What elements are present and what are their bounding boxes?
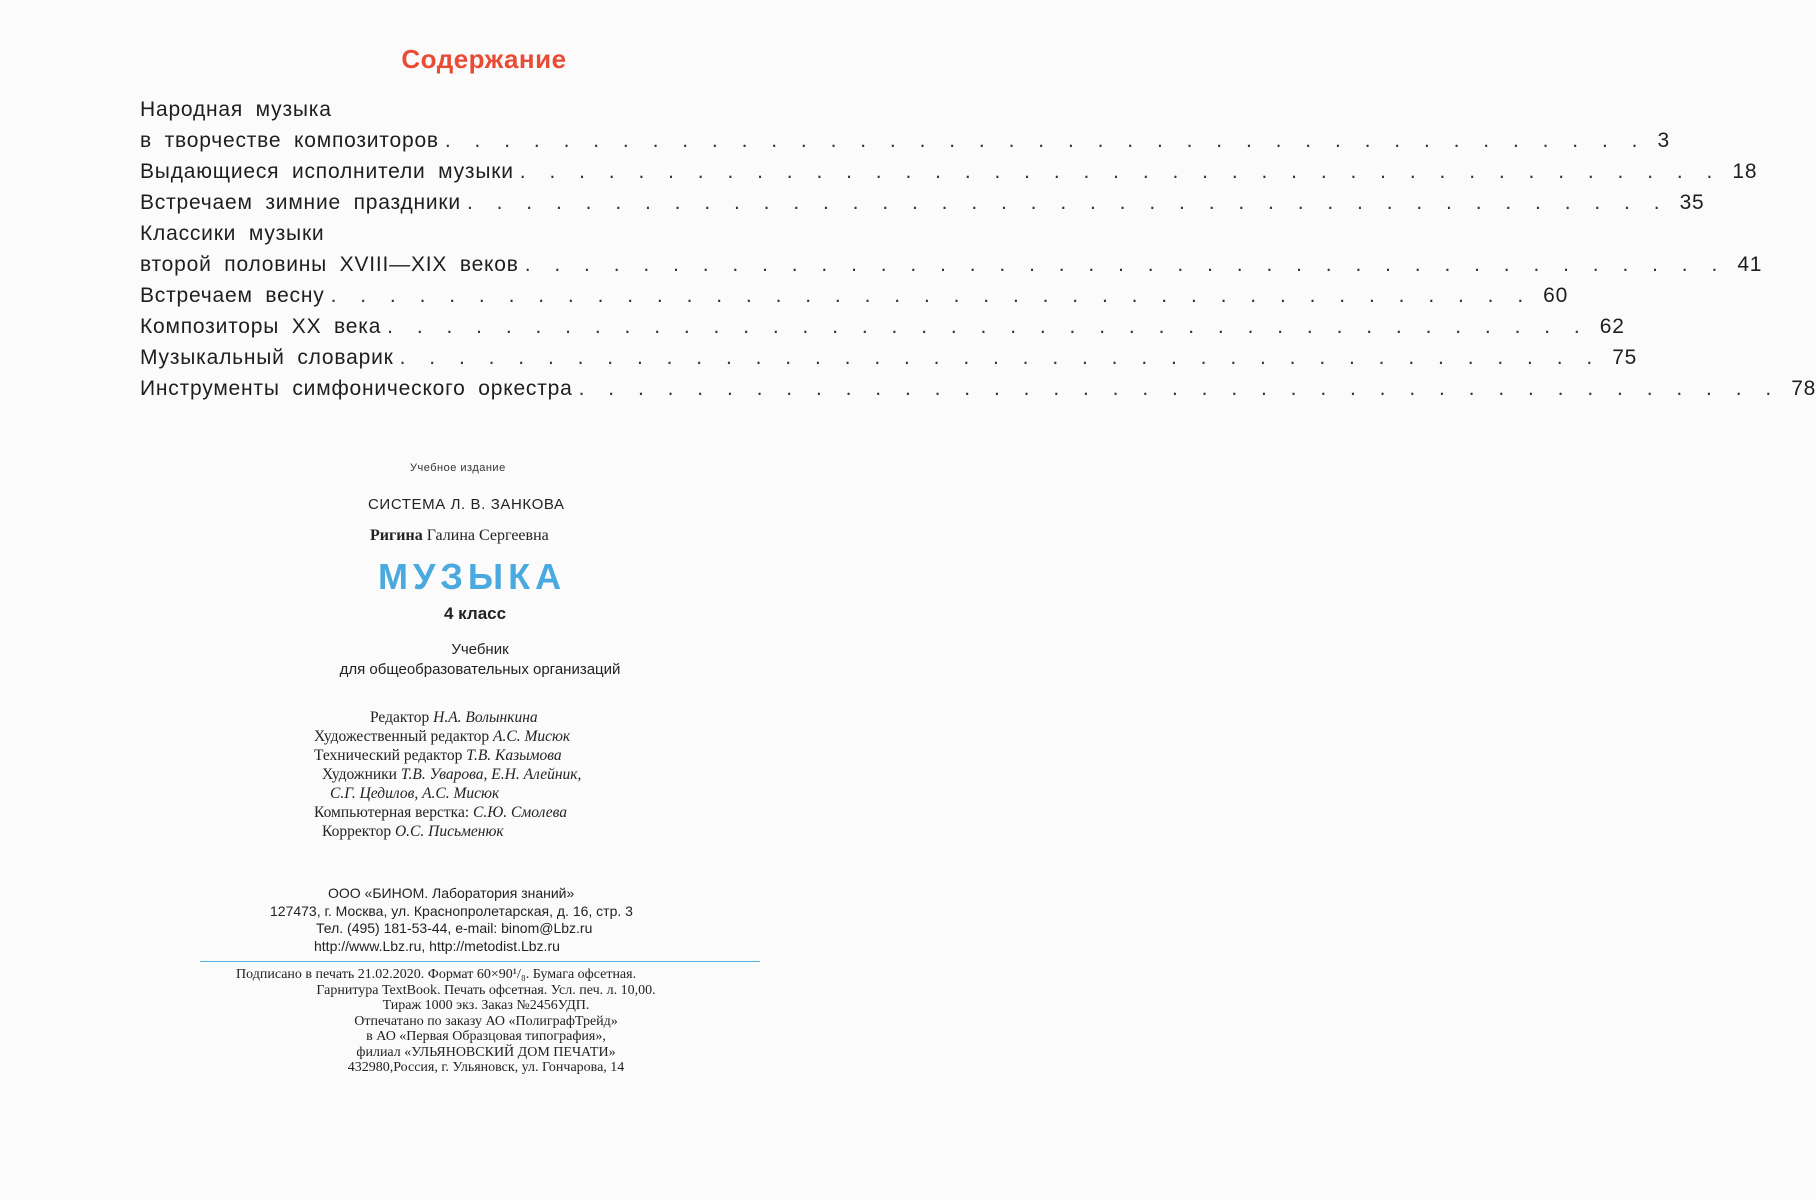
credit-line xyxy=(314,765,714,784)
edition-type: Учебное издание xyxy=(410,462,506,474)
credit-names: А.С. Мисюк xyxy=(493,728,571,745)
toc-entry-first-line xyxy=(140,222,830,253)
toc-entry-line xyxy=(140,377,1816,408)
toc-entry-line xyxy=(140,191,1705,222)
print-info-line: филиал «УЛЬЯНОВСКИЙ ДОМ ПЕЧАТИ» xyxy=(356,1044,616,1060)
toc-entry-title-part: Народная музыка xyxy=(140,98,332,121)
toc-entry-title: Музыкальный словарик xyxy=(140,346,394,369)
toc-page-number: 18 xyxy=(1732,160,1758,183)
print-info-line: Гарнитура TextBook. Печать офсетная. Усл. печ. л. 10,00. xyxy=(316,982,656,998)
toc-entry-title: Встречаем зимние праздники xyxy=(140,191,461,214)
publisher-contacts[interactable]: Тел. (495) 181-53-44, e-mail: binom@Lbz.ru xyxy=(316,920,593,936)
grade-label: 4 класс xyxy=(444,604,507,623)
toc-entry-line xyxy=(140,315,1625,346)
toc-page-number: 75 xyxy=(1612,346,1638,369)
credit-names: Т.В. Казымова xyxy=(466,747,562,764)
publisher-address: 127473, г. Москва, ул. Краснопролетарская, д. 16, стр. 3 xyxy=(270,902,633,919)
publisher-block xyxy=(270,885,730,955)
toc-title: Содержание xyxy=(401,44,567,74)
print-info-line: 432980,Россия, г. Ульяновск, ул. Гончарова, 14 xyxy=(347,1060,625,1075)
print-info-line: Отпечатано по заказу АО «ПолиграфТрейд» xyxy=(354,1013,618,1029)
credit-names: С.Ю. Смолева xyxy=(473,804,567,821)
toc-entry-line xyxy=(140,346,1638,377)
credit-names: Т.В. Уварова, Е.Н. Алейник, xyxy=(400,766,582,783)
credit-role: Художники xyxy=(322,766,397,783)
credit-role: Технический редактор xyxy=(314,747,463,764)
toc-entry-title: второй половины XVIII—XIX веков xyxy=(140,253,519,276)
toc-entry[interactable] xyxy=(140,191,1705,222)
credit-names: Н.А. Волынкина xyxy=(433,709,538,726)
credit-role: Редактор xyxy=(370,709,430,726)
series-name: СИСТЕМА Л. В. ЗАНКОВА xyxy=(368,496,565,513)
toc-entry[interactable] xyxy=(140,377,1816,408)
toc-entry-line xyxy=(140,253,1763,284)
dot-leader: . . . . . . . . . . . . . . . . . . . . . . . . . . . . . . . . . . . . . . . . . xyxy=(519,160,1719,183)
toc-entry[interactable] xyxy=(140,315,1625,346)
table-of-contents xyxy=(140,98,1816,408)
dot-leader: . . . . . . . . . . . . . . . . . . . . . . . . . . . . . . . . . . . . . . . . . xyxy=(524,253,1724,276)
print-info-line: Подписано в печать 21.02.2020. Формат 60×90¹/₈. Бумага офсетная. xyxy=(236,967,637,982)
toc-entry-title: Композиторы XX века xyxy=(140,315,382,338)
publisher-websites[interactable]: http://www.Lbz.ru, http://metodist.Lbz.ru xyxy=(314,937,560,954)
toc-entry-first-line xyxy=(140,98,830,129)
divider-line xyxy=(200,961,760,962)
credit-role: Художественный редактор xyxy=(314,728,490,745)
author xyxy=(370,527,549,545)
toc-entry[interactable] xyxy=(140,160,1758,191)
dot-leader: . . . . . . . . . . . . . . . . . . . . . . . . . . . . . . . . . . . . . . . . . xyxy=(387,315,1586,338)
toc-entry-title: Инструменты симфонического оркестра xyxy=(140,377,573,400)
toc-entry-title: Встречаем весну xyxy=(140,284,325,307)
dot-leader: . . . . . . . . . . . . . . . . . . . . . . . . . . . . . . . . . . . . . . . . . xyxy=(330,284,1530,307)
credit-line xyxy=(314,727,714,746)
book-type-line: для общеобразовательных организаций xyxy=(339,661,621,678)
book-title: МУЗЫКА xyxy=(378,556,567,597)
toc-entry-line xyxy=(140,284,1569,315)
print-info-block xyxy=(236,967,736,1076)
toc-entry-title-part: Классики музыки xyxy=(140,222,325,245)
credits-block xyxy=(314,708,714,841)
credit-role: Компьютерная верстка: xyxy=(314,804,470,821)
credit-names: О.С. Письменюк xyxy=(394,823,504,840)
toc-entry[interactable] xyxy=(140,98,1670,160)
toc-entry[interactable] xyxy=(140,222,1763,284)
toc-page-number: 60 xyxy=(1543,284,1569,307)
toc-entry-line xyxy=(140,160,1758,191)
toc-entry-title: Выдающиеся исполнители музыки xyxy=(140,160,514,183)
toc-entry-title: в творчестве композиторов xyxy=(140,129,439,152)
dot-leader: . . . . . . . . . . . . . . . . . . . . . . . . . . . . . . . . . . . . . . . . . xyxy=(578,377,1778,400)
dot-leader: . . . . . . . . . . . . . . . . . . . . . . . . . . . . . . . . . . . . . . . . . xyxy=(444,129,1644,152)
dot-leader: . . . . . . . . . . . . . . . . . . . . . . . . . . . . . . . . . . . . . . . . . xyxy=(399,346,1599,369)
publisher-name: ООО «БИНОМ. Лаборатория знаний» xyxy=(328,885,575,901)
credit-role: Корректор xyxy=(322,823,392,840)
toc-page-number: 41 xyxy=(1737,253,1763,276)
toc-entry[interactable] xyxy=(140,346,1638,377)
credit-line xyxy=(314,803,714,822)
dot-leader: . . . . . . . . . . . . . . . . . . . . . . . . . . . . . . . . . . . . . . . . . xyxy=(466,191,1666,214)
toc-page-number: 62 xyxy=(1599,315,1625,338)
toc-page-number: 78 xyxy=(1791,377,1816,400)
credit-line xyxy=(314,746,714,765)
toc-page-number: 35 xyxy=(1679,191,1705,214)
author-given-name: Галина Сергеевна xyxy=(426,527,549,544)
print-info-line: Тираж 1000 экз. Заказ №2456УДП. xyxy=(382,998,590,1013)
toc-page-number: 3 xyxy=(1657,129,1670,152)
credit-names: С.Г. Цедилов, А.С. Мисюк xyxy=(330,785,500,802)
credit-line xyxy=(314,784,714,803)
book-type xyxy=(300,640,660,680)
toc-entry[interactable] xyxy=(140,284,1569,315)
book-type-line: Учебник xyxy=(451,641,509,658)
print-info-line: в АО «Первая Образцовая типография», xyxy=(366,1029,606,1044)
credit-line xyxy=(314,822,714,841)
credit-line xyxy=(314,708,714,727)
author-surname: Ригина xyxy=(370,527,423,544)
toc-entry-line xyxy=(140,129,1670,160)
